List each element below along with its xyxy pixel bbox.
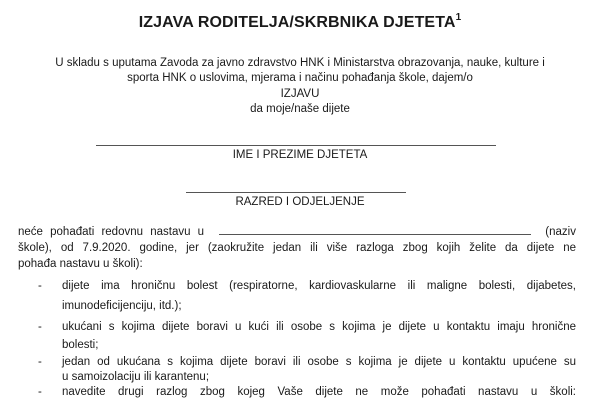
reason-1-line-1: dijete ima hroničnu bolest (respiratorne, kardiovaskularne ili maligne bolesti, dijabetes, [62, 280, 576, 292]
da-moje-line: da moje/naše dijete [250, 103, 350, 115]
class-label: RAZRED I ODJELJENJE [235, 196, 365, 208]
reason-2-line-1: ukućani s kojima dijete boravi u kući ili osobe s kojima je dijete u kontaktu imaju hronične [62, 321, 576, 333]
dash-bullet-icon: - [38, 321, 42, 333]
child-name-label: IME I PREZIME DJETETA [232, 149, 368, 161]
school-name-input-line[interactable] [219, 224, 531, 235]
intro-line-2: sporta HNK o uslovima, mjerama i načinu pohađanja škole, dajem/o [127, 72, 473, 84]
statement-pre-text: neće pohađati redovnu nastavu u [18, 226, 205, 238]
statement-line-2: škole), od 7.9.2020. godine, jer (zaokružite jedan ili više razloga zbog kojih želite da dijete ne [18, 242, 576, 254]
title-text: IZJAVA RODITELJA/SKRBNIKA DJETETA [138, 14, 456, 31]
reason-2-line-2: bolesti; [62, 339, 99, 351]
izjavu-heading: IZJAVU [280, 88, 320, 100]
title-footnote-marker: 1 [455, 12, 462, 23]
child-name-input-line[interactable] [96, 145, 496, 146]
dash-bullet-icon: - [38, 280, 42, 292]
intro-line-1: U skladu s uputama Zavoda za javno zdravstvo HNK i Ministarstva obrazovanja, nauke, kulture i [55, 57, 545, 69]
statement-line-3: pohađa nastavu u školi): [18, 258, 143, 270]
reason-1-line-2: imunodeficijenciju, itd.); [62, 300, 182, 312]
statement-post-text: (naziv [545, 226, 576, 238]
class-input-line[interactable] [186, 192, 406, 193]
reason-3-line-1: jedan od ukućana s kojima dijete boravi ili osobe s kojima je dijete u kontaktu upućene su [62, 356, 576, 368]
dash-bullet-icon: - [38, 386, 42, 398]
document-title [0, 14, 600, 32]
reason-3-line-2: u samoizolaciju ili karantenu; [62, 371, 210, 383]
statement-line-1 [18, 224, 576, 240]
dash-bullet-icon: - [38, 356, 42, 368]
reason-4-line-1: navedite drugi razlog zbog kojeg Vaše dijete ne može pohađati nastavu u školi: [62, 386, 576, 398]
